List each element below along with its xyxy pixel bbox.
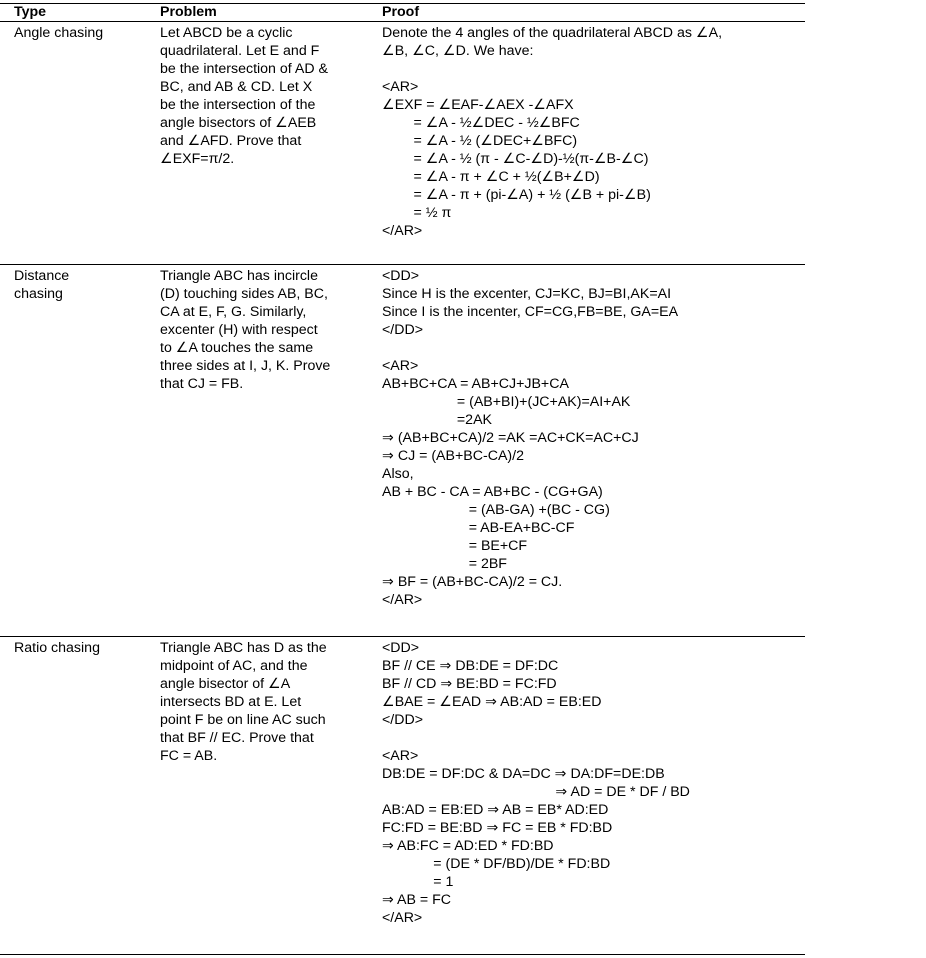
row-ratio-proof: <DD> BF // CE ⇒ DB:DE = DF:DC BF // CD ⇒ BE:BD = FC:FD ∠BAE = ∠EAD ⇒ AB:AD = EB:ED </DD> <AR> DB:DE = DF:DC & DA=DC ⇒ DA:DF=DE:DB ⇒ AD = DE * DF / BD AB:AD = EB:ED ⇒ AB = EB* AD:ED FC:FD = BE:BD ⇒ FC = EB * FD:BD ⇒ AB:FC = AD:ED * FD:BD = (DE * DF/BD)/DE * FD:BD = 1 ⇒ AB = FC </AR> [382, 640, 690, 926]
row-angle-proof: Denote the 4 angles of the quadrilateral ABCD as ∠A, ∠B, ∠C, ∠D. We have: <AR> ∠EXF = ∠EAF-∠AEX -∠AFX = ∠A - ½∠DEC - ½∠BFC = ∠A - ½ (∠DEC+∠BFC) = ∠A - ½ (π - ∠C-∠D)-½(π-∠B-∠C) = ∠A - π + ∠C + ½(∠B+∠D) = ∠A - π + (pi-∠A) + ½ (∠B + pi-∠B) = ½ π </AR> [382, 25, 723, 239]
row-distance-problem: Triangle ABC has incircle (D) touching sides AB, BC, CA at E, F, G. Similarly, excenter (H) with respect to ∠A touches the same three sides at I, J, K. Prove that CJ = FB. [160, 268, 331, 392]
row-distance-proof: <DD> Since H is the excenter, CJ=KC, BJ=BI,AK=AI Since I is the incenter, CF=CG,FB=BE, GA=EA </DD> <AR> AB+BC+CA = AB+CJ+JB+CA = (AB+BI)+(JC+AK)=AI+AK =2AK ⇒ (AB+BC+CA)/2 =AK =AC+CK=AC+CJ ⇒ CJ = (AB+BC-CA)/2 Also, AB + BC - CA = AB+BC - (CG+GA) = (AB-GA) +(BC - CG) = AB-EA+BC-CF = BE+CF = 2BF ⇒ BF = (AB+BC-CA)/2 = CJ. </AR> [382, 268, 679, 608]
header-proof: Proof [382, 4, 420, 20]
row-ratio-type: Ratio chasing [14, 640, 100, 656]
header-type: Type [14, 4, 47, 20]
row-angle-type: Angle chasing [14, 25, 104, 41]
header-rule [0, 21, 805, 22]
row-angle-problem: Let ABCD be a cyclic quadrilateral. Let E and F be the intersection of AD & BC, and AB & CD. Let X be the intersection of the angle bisectors of ∠AEB and ∠AFD. Prove that ∠EXF=π/2. [160, 25, 328, 167]
row-distance-type: Distance chasing [14, 268, 70, 302]
table-bottom-rule [0, 954, 805, 955]
row-divider [0, 264, 805, 265]
header-problem: Problem [160, 4, 217, 20]
row-divider [0, 636, 805, 637]
row-ratio-problem: Triangle ABC has D as the midpoint of AC, and the angle bisector of ∠A intersects BD at E. Let point F be on line AC such that BF // EC. Prove that FC = AB. [160, 640, 327, 764]
